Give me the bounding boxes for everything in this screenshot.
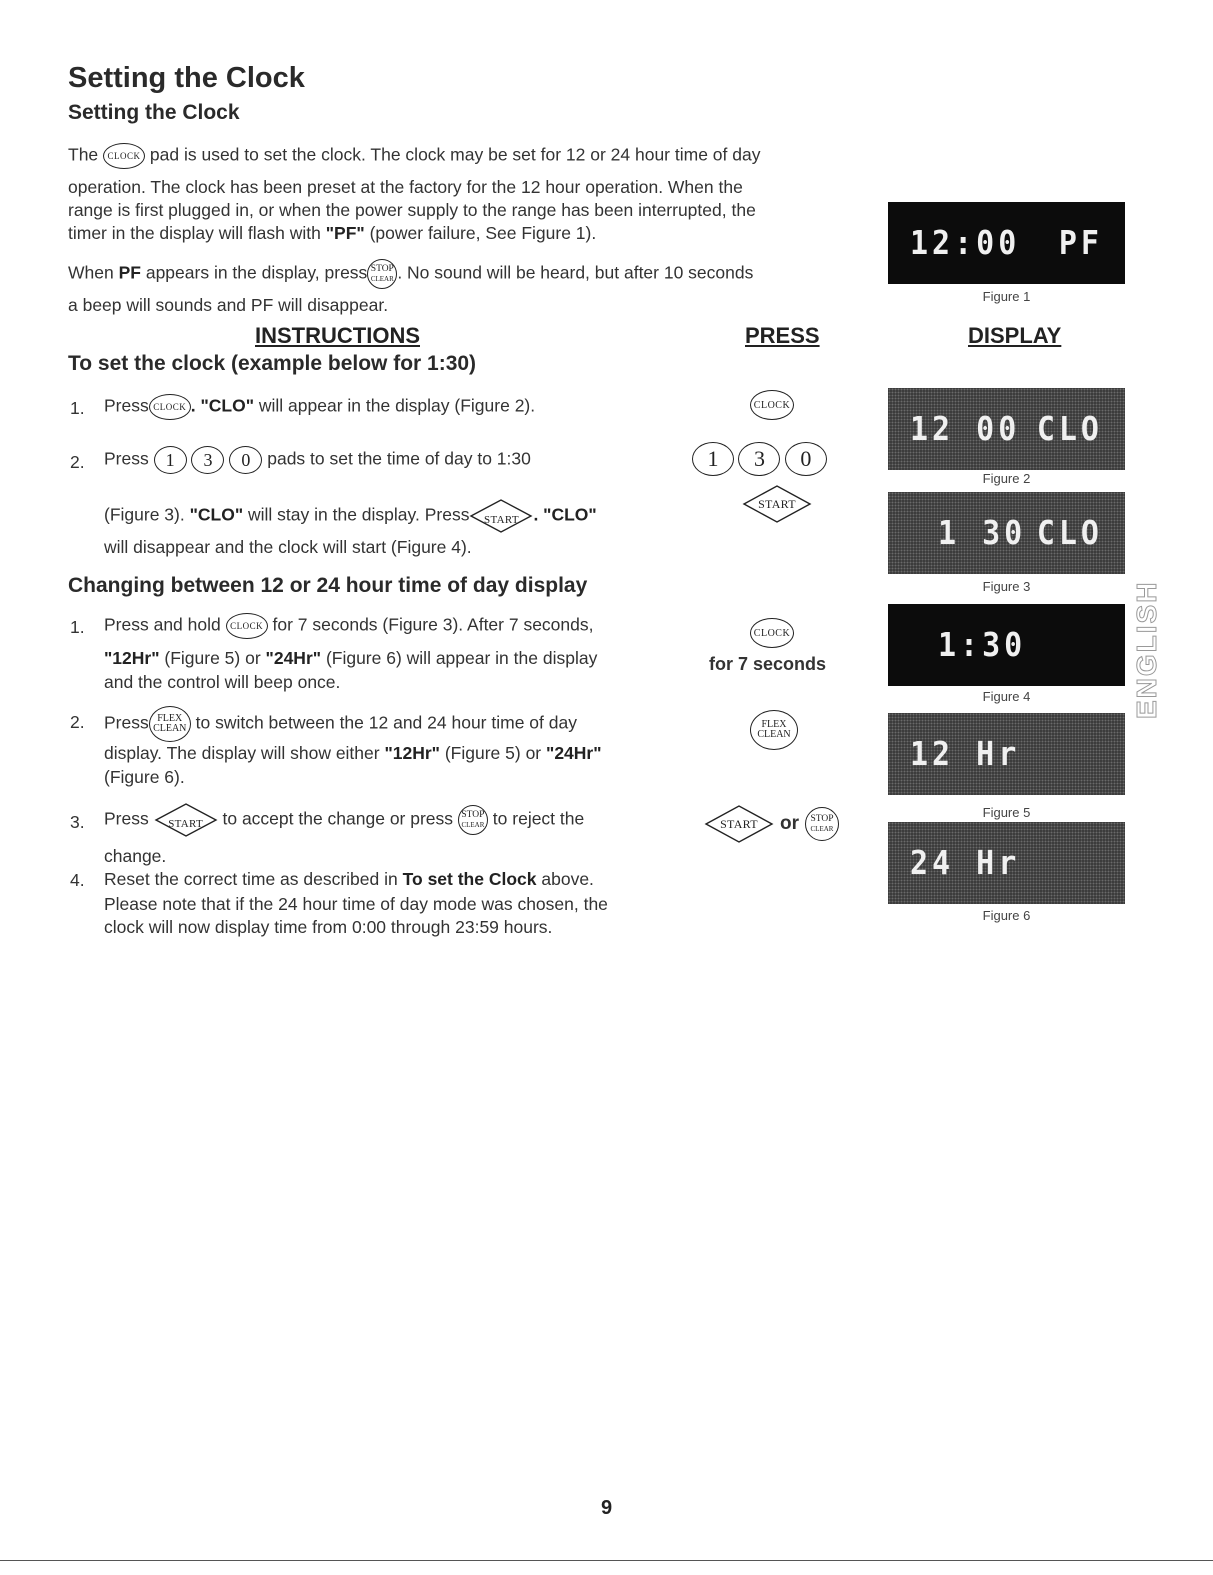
step-1-text (104, 394, 535, 420)
figure-caption: Figure 4 (982, 689, 1031, 704)
pad-label: CLEAR (370, 275, 394, 283)
pad-label: STOP (370, 264, 394, 274)
pad-label: 1 (707, 446, 719, 471)
step-number: 1. (70, 617, 85, 637)
step-text: to accept the change or press (222, 808, 454, 829)
step-text: Reset the correct time as described in (104, 869, 398, 889)
step-text: (Figure 3). (104, 504, 185, 525)
step-number: 3. (70, 812, 85, 832)
intro-text: . No sound will be heard, but after 10 seconds (397, 262, 754, 283)
start-pad-icon (469, 499, 533, 533)
s2-step-1-text (104, 613, 594, 639)
step-text: Press and hold (104, 614, 221, 635)
pad-label: START (484, 514, 519, 526)
intro-text: appears in the display, press (145, 262, 368, 283)
step-text: will appear in the display (Figure 2). (258, 395, 536, 416)
pad-label: CLEAR (810, 825, 834, 833)
pad-label: FLEX (157, 713, 183, 724)
clock-pad-icon (149, 394, 191, 420)
lcd-time: 12 00 (910, 409, 1021, 449)
step-bold: . "CLO" (190, 395, 254, 416)
step-number: 4. (70, 870, 85, 890)
digit-1-pad-icon (154, 446, 187, 474)
step-text: Press (104, 808, 149, 829)
clock-pad-icon (750, 618, 794, 648)
s2-step-1-line-3: and the control will beep once. (104, 672, 341, 692)
column-instructions: INSTRUCTIONS (255, 323, 420, 348)
pad-label: 3 (753, 446, 765, 471)
step-2-line-3: will disappear and the clock will start (Figure 4). (104, 537, 472, 557)
step-text: for 7 seconds (Figure 3). After 7 seconds, (272, 614, 594, 635)
stop-clear-pad-icon (367, 259, 397, 289)
press-start (742, 485, 812, 523)
step-number: 1. (70, 398, 85, 418)
step-text: pads to set the time of day to 1:30 (267, 448, 531, 469)
or-label: or (780, 813, 799, 834)
clock-pad-icon (750, 390, 794, 420)
pad-label: CLEAN (153, 723, 187, 734)
digit-3-pad-icon (738, 442, 780, 476)
intro-text: timer in the display will flash with (68, 223, 321, 243)
s2-step-4-line-3: clock will now display time from 0:00 through 23:59 hours. (104, 917, 553, 937)
clock-pad-icon (226, 613, 268, 639)
page-title: Setting the Clock (68, 62, 305, 94)
page-number: 9 (600, 1497, 613, 1519)
step-text: to reject the (492, 808, 585, 829)
pad-label: CLOCK (107, 151, 141, 161)
pad-label: 0 (800, 446, 812, 471)
press-start-or-stop (704, 805, 839, 843)
pad-label: CLOCK (153, 402, 187, 412)
step-text: display. The display will show either (104, 743, 380, 763)
step-text: (Figure 5) or (164, 648, 261, 668)
step-2-line-2 (104, 499, 597, 533)
pad-label: 0 (241, 450, 251, 470)
intro-text: (power failure, See Figure 1). (369, 223, 597, 243)
step-bold: "CLO" (189, 504, 244, 525)
step-bold: "12Hr" (384, 743, 440, 763)
figure-caption: Figure 2 (982, 471, 1031, 486)
section-heading-12-24: Changing between 12 or 24 hour time of day display (68, 574, 588, 597)
start-pad-icon (742, 485, 812, 523)
pad-label: START (720, 817, 758, 831)
intro-line-3: range is first plugged in, or when the power supply to the range has been interrupted, the (68, 200, 756, 220)
s2-step-1-line-2 (104, 647, 597, 669)
intro-line-2: operation. The clock has been preset at the factory for the 12 hour operation. When the (68, 177, 743, 197)
intro-text: When (68, 262, 114, 283)
lcd-figure-6 (888, 822, 1125, 904)
step-text: Press (104, 712, 149, 733)
figure-caption: Figure 1 (982, 289, 1031, 304)
lcd-figure-5 (888, 713, 1125, 795)
section-heading-set-clock: To set the clock (example below for 1:30) (68, 352, 477, 375)
step-text: (Figure 6) will appear in the display (325, 648, 598, 668)
section-subtitle: Setting the Clock (68, 101, 240, 124)
pad-label: CLEAR (461, 821, 485, 829)
intro-line-6: a beep will sounds and PF will disappear. (68, 295, 389, 315)
lcd-figure-1 (888, 202, 1125, 284)
figure-caption: Figure 5 (982, 805, 1031, 820)
press-digits (692, 442, 827, 476)
pad-label: CLOCK (753, 627, 791, 639)
digit-0-pad-icon (229, 446, 262, 474)
figure-caption: Figure 6 (982, 908, 1031, 923)
column-press: PRESS (745, 323, 820, 348)
language-side-tab: ENGLISH (1131, 580, 1162, 720)
pad-label: CLOCK (230, 621, 264, 631)
s2-step-2-text (104, 706, 577, 742)
step-bold: To set the Clock (402, 869, 537, 889)
step-text: (Figure 5) or (444, 743, 542, 763)
figure-caption: Figure 3 (982, 579, 1031, 594)
step-text: to switch between the 12 and 24 hour time of day (195, 712, 577, 733)
intro-line-1 (68, 143, 760, 169)
step-text: will stay in the display. Press (248, 504, 470, 525)
press-clock (750, 390, 794, 420)
intro-text: The (68, 144, 99, 165)
digit-0-pad-icon (785, 442, 827, 476)
lcd-figure-3 (888, 492, 1125, 574)
digit-1-pad-icon (692, 442, 734, 476)
pad-label: FLEX (761, 719, 787, 730)
start-pad-icon (154, 803, 218, 837)
intro-text: pad is used to set the clock. The clock may be set for 12 or 24 hour time of day (149, 144, 761, 165)
intro-line-5 (68, 259, 753, 289)
step-bold: "24Hr" (546, 743, 602, 763)
lcd-status: PF (1058, 223, 1103, 263)
clock-pad-icon (103, 143, 145, 169)
step-bold: "24Hr" (265, 648, 322, 668)
lcd-time: 12:00 (910, 223, 1021, 263)
s2-step-3-text (104, 803, 584, 837)
lcd-time: 1:30 (938, 625, 1027, 665)
pad-label: CLEAN (757, 729, 791, 740)
press-for-seconds: for 7 seconds (709, 654, 827, 674)
press-clock-hold (750, 618, 794, 648)
s2-step-4-line-2: Please note that if the 24 hour time of day mode was chosen, the (104, 894, 608, 914)
footer-rule (0, 1560, 1213, 1561)
digit-3-pad-icon (191, 446, 224, 474)
pad-label: START (168, 818, 203, 830)
flex-clean-pad-icon (750, 710, 798, 750)
pad-label: 1 (165, 450, 175, 470)
step-number: 2. (70, 452, 85, 472)
stop-clear-pad-icon (458, 805, 488, 835)
lcd-status: CLO (1036, 513, 1103, 553)
pad-label: 3 (203, 450, 213, 470)
lcd-mode: 12 Hr (910, 734, 1021, 774)
stop-clear-pad-icon (805, 807, 839, 841)
lcd-status: CLO (1036, 409, 1103, 449)
lcd-time: 1 30 (938, 513, 1027, 553)
press-flex (750, 710, 798, 750)
start-pad-icon (704, 805, 774, 843)
s2-step-4-text (104, 868, 594, 890)
s2-step-2-line-3: (Figure 6). (104, 767, 185, 787)
pad-label: CLOCK (753, 399, 791, 411)
lcd-mode: 24 Hr (910, 843, 1021, 883)
step-2-text (104, 446, 531, 474)
lcd-figure-2 (888, 388, 1125, 470)
intro-bold: PF (118, 262, 141, 283)
s2-step-3-line-2: change. (104, 846, 167, 866)
column-display: DISPLAY (968, 323, 1062, 348)
step-number: 2. (70, 712, 85, 732)
intro-line-4 (68, 222, 596, 244)
step-text: Press (104, 448, 149, 469)
step-text: above. (541, 869, 594, 889)
pad-label: STOP (810, 814, 834, 824)
step-bold: "12Hr" (104, 648, 160, 668)
pad-label: STOP (461, 810, 485, 820)
s2-step-2-line-2 (104, 742, 602, 764)
step-bold: . "CLO" (533, 504, 597, 525)
intro-bold: "PF" (325, 223, 365, 243)
pad-label: START (758, 497, 796, 511)
step-text: Press (104, 395, 149, 416)
flex-clean-pad-icon (149, 706, 191, 742)
lcd-figure-4 (888, 604, 1125, 686)
